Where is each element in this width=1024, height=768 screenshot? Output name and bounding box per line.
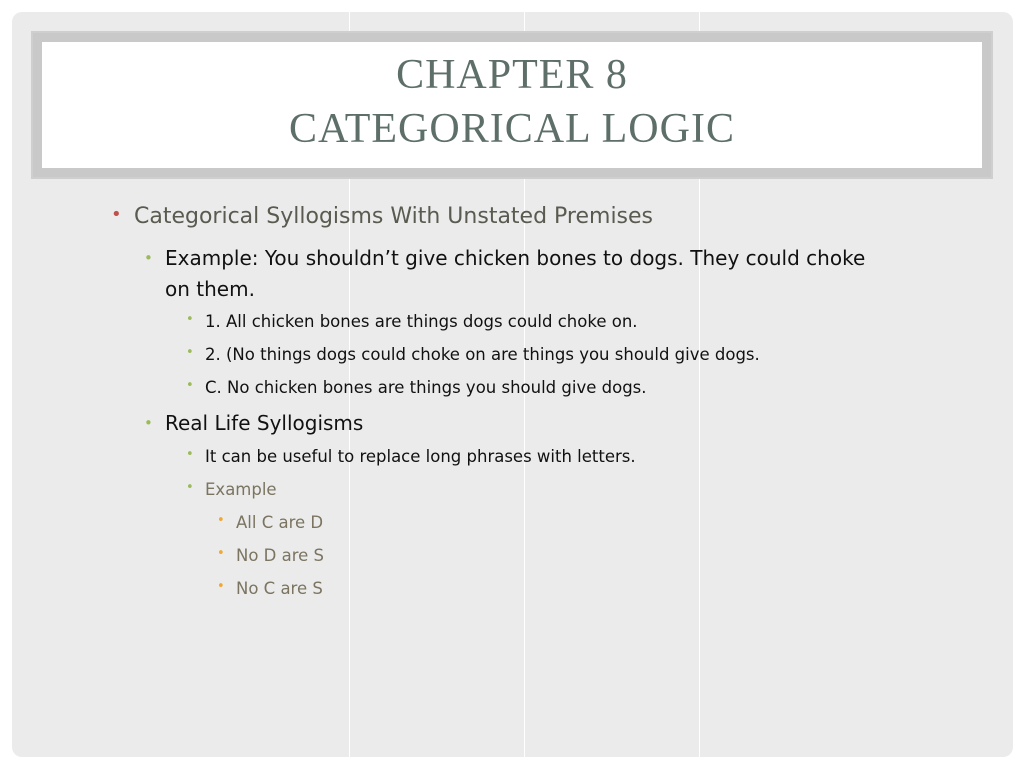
bullet-text: 2. (No things dogs could choke on are things you should give dogs.	[205, 345, 760, 364]
bullet-dot-icon: •	[186, 480, 194, 495]
bullet-level4	[217, 546, 325, 565]
slide	[12, 12, 1013, 757]
bullet-level4	[217, 513, 324, 532]
bullet-level4	[217, 579, 323, 598]
bullet-text: No C are S	[236, 579, 323, 598]
bullet-level3	[186, 378, 647, 397]
bullet-text: C. No chicken bones are things you should give dogs.	[205, 378, 647, 397]
bullet-dot-icon: •	[186, 378, 194, 393]
bullet-level3	[186, 480, 277, 499]
bullet-dot-icon: •	[186, 345, 194, 360]
bullet-text: All C are D	[236, 513, 324, 532]
bullet-text: Categorical Syllogisms With Unstated Premises	[134, 204, 654, 229]
slide-title-line-1: CHAPTER 8	[396, 52, 628, 98]
bullet-level3	[186, 312, 638, 331]
bullet-text: Example: You shouldn’t give chicken bones to dogs. They could choke on them.	[165, 246, 866, 301]
slide-title-line-2: CATEGORICAL LOGIC	[289, 106, 735, 152]
bullet-level2	[144, 243, 895, 305]
slide-content	[12, 12, 1013, 757]
bullet-level3	[186, 345, 760, 364]
bullet-dot-icon: •	[217, 579, 225, 594]
bullet-dot-icon: •	[217, 513, 225, 528]
bullet-dot-icon: •	[217, 546, 225, 561]
bullet-level2	[144, 408, 364, 439]
bullet-text: Real Life Syllogisms	[165, 411, 364, 435]
bullet-level1	[111, 204, 654, 229]
bullet-dot-icon: •	[186, 312, 194, 327]
bullet-text: 1. All chicken bones are things dogs could choke on.	[205, 312, 638, 331]
bullet-level3	[186, 447, 636, 466]
bullet-text: It can be useful to replace long phrases with letters.	[205, 447, 636, 466]
bullet-dot-icon: •	[144, 414, 153, 432]
bullet-dot-icon: •	[144, 249, 153, 267]
bullet-text: Example	[205, 480, 277, 499]
bullet-dot-icon: •	[111, 204, 122, 225]
bullet-dot-icon: •	[186, 447, 194, 462]
bullet-text: No D are S	[236, 546, 325, 565]
